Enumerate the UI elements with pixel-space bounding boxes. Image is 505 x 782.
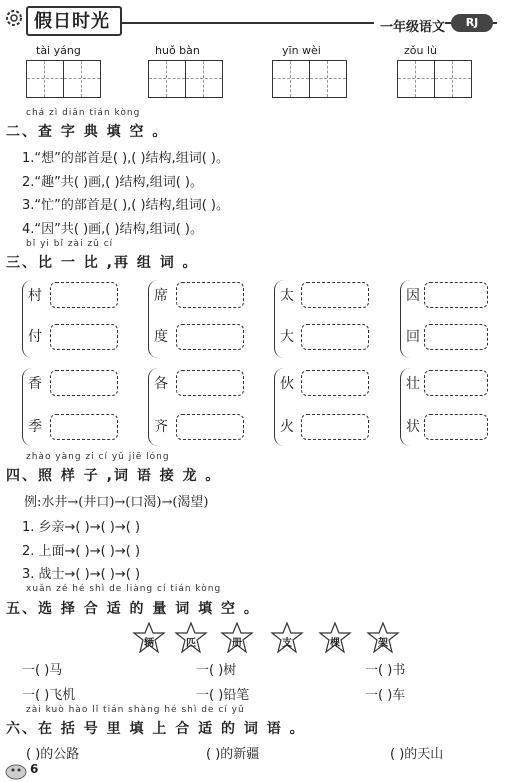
pinyin-label: zǒu lù [404, 44, 437, 57]
answer-box[interactable] [176, 324, 244, 350]
fill-item: 一( )树 [196, 663, 237, 678]
exercise-line: 1.“想”的部首是( ),( )结构,组词( )。 [22, 151, 229, 166]
answer-box[interactable] [301, 414, 369, 440]
example-line: 例:水井→(井口)→(口渴)→(渴望) [24, 495, 209, 510]
compare-char: 村 [28, 288, 42, 304]
compare-char: 大 [280, 329, 294, 345]
answer-box[interactable] [424, 370, 488, 396]
page-title: 假日时光 [34, 11, 110, 32]
fill-item: ( )的天山 [390, 747, 444, 762]
section-title: 六、在 括 号 里 填 上 合 适 的 词 语 。 [6, 721, 306, 737]
grade-label: 一年级语文 [374, 16, 445, 35]
pinyin-label: huǒ bàn [155, 44, 200, 57]
answer-box[interactable] [301, 324, 369, 350]
measure-word: 辆 [144, 638, 154, 649]
compare-char: 回 [406, 329, 420, 345]
measure-word: 支 [282, 638, 292, 649]
compare-char: 度 [154, 329, 168, 345]
section-title: 二、查 字 典 填 空 。 [6, 124, 169, 140]
section-title: 四、照 样 子 ,词 语 接 龙 。 [6, 468, 222, 484]
pinyin-label: yīn wèi [282, 44, 321, 57]
section-pinyin: xuǎn zé hé shì de liàng cí tián kòng [26, 584, 222, 594]
edition-badge: RJ [451, 14, 493, 32]
section-pinyin: zhào yàng zi cí yǔ jiē lóng [26, 452, 170, 462]
compare-char: 席 [154, 288, 168, 304]
compare-char: 伙 [280, 376, 294, 392]
fill-item: ( )的新疆 [206, 747, 260, 762]
fill-item: 一( )马 [22, 663, 63, 678]
answer-box[interactable] [301, 282, 369, 308]
compare-char: 太 [280, 288, 294, 304]
answer-box[interactable] [50, 324, 118, 350]
answer-box[interactable] [301, 370, 369, 396]
answer-box[interactable] [176, 414, 244, 440]
answer-box[interactable] [176, 370, 244, 396]
measure-word: 匹 [186, 638, 196, 649]
exercise-line: 2. 上面→( )→( )→( ) [22, 544, 141, 559]
pinyin-label: tài yáng [36, 44, 81, 57]
exercise-line: 4.“因”共( )画,( )结构,组词( )。 [22, 222, 203, 237]
mascot-icon [4, 758, 28, 780]
answer-box[interactable] [176, 282, 244, 308]
answer-box[interactable] [424, 282, 488, 308]
compare-char: 付 [28, 329, 42, 345]
compare-char: 壮 [406, 376, 420, 392]
answer-box[interactable] [424, 324, 488, 350]
measure-word: 棵 [330, 638, 340, 649]
exercise-line: 3.“忙”的部首是( ),( )结构,组词( )。 [22, 198, 229, 213]
fill-item: ( )的公路 [26, 747, 80, 762]
answer-box[interactable] [50, 370, 118, 396]
section-title: 五、选 择 合 适 的 量 词 填 空 。 [6, 601, 260, 617]
exercise-line: 1. 乡亲→( )→( )→( ) [22, 520, 141, 535]
exercise-line: 3. 战士→( )→( )→( ) [22, 567, 141, 582]
writing-grid[interactable] [148, 60, 223, 98]
fill-item: 一( )车 [365, 688, 406, 703]
section-pinyin: zài kuò hào lǐ tián shàng hé shì de cí yǔ [26, 705, 245, 715]
measure-word: 册 [232, 638, 242, 649]
compare-char: 香 [28, 376, 42, 392]
compare-char: 状 [406, 419, 420, 435]
writing-grid[interactable] [397, 60, 472, 98]
fill-item: 一( )铅笔 [196, 688, 250, 703]
answer-box[interactable] [424, 414, 488, 440]
compare-char: 各 [154, 376, 168, 392]
answer-box[interactable] [50, 282, 118, 308]
exercise-line: 2.“趣”共( )画,( )结构,组词( )。 [22, 175, 203, 190]
gear-icon [3, 7, 25, 29]
answer-box[interactable] [50, 414, 118, 440]
page-number: 6 [30, 762, 39, 776]
section-pinyin: bǐ yi bǐ zài zǔ cí [26, 239, 114, 249]
writing-grid[interactable] [272, 60, 347, 98]
fill-item: 一( )飞机 [22, 688, 76, 703]
section-pinyin: chá zì diǎn tián kòng [26, 108, 141, 118]
writing-grid[interactable] [26, 60, 101, 98]
compare-char: 齐 [154, 419, 168, 435]
compare-char: 火 [280, 419, 294, 435]
measure-word: 架 [378, 638, 388, 649]
fill-item: 一( )书 [365, 663, 406, 678]
section-title: 三、比 一 比 ,再 组 词 。 [6, 255, 199, 271]
compare-char: 因 [406, 288, 420, 304]
compare-char: 季 [28, 419, 42, 435]
